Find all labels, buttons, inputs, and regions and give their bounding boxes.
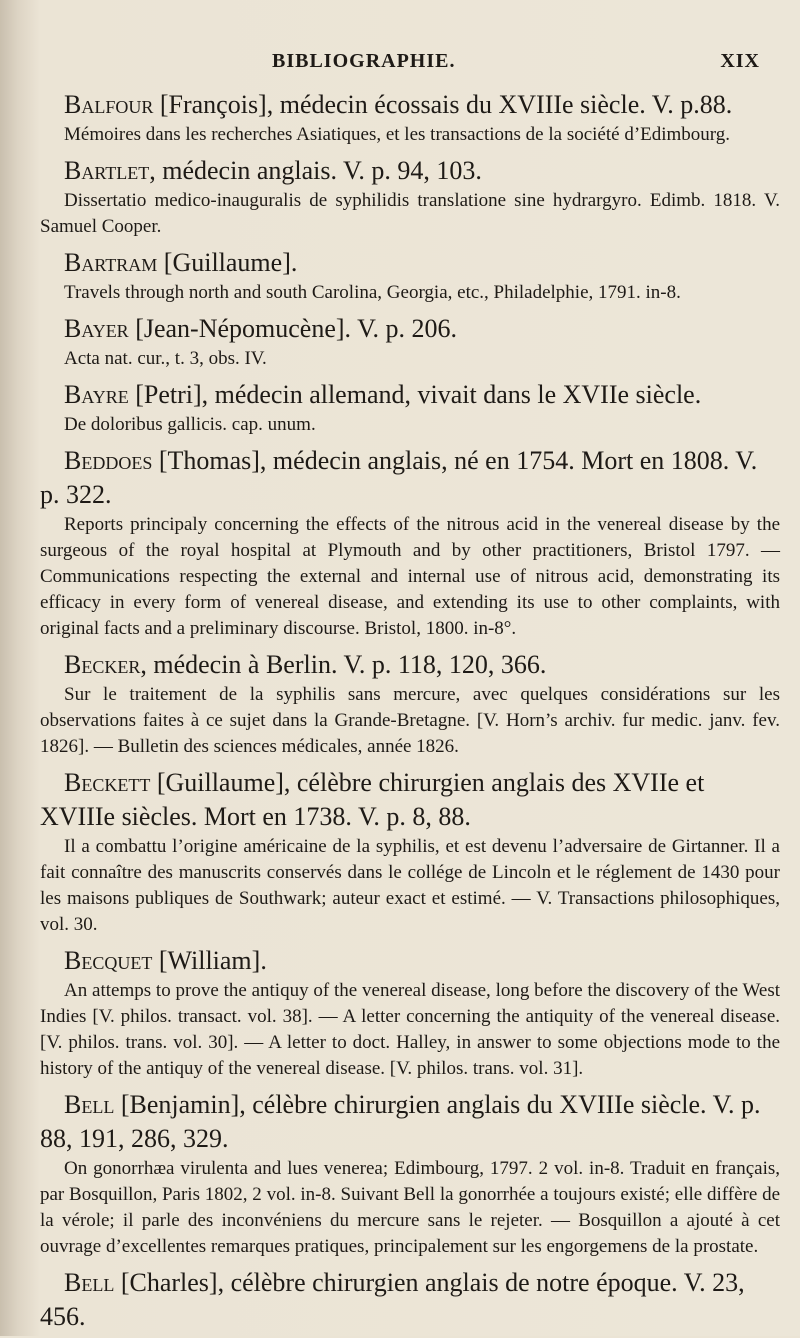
entry-becquet xyxy=(40,944,780,1082)
entry-heading xyxy=(40,1266,780,1334)
entry-body: Reports principaly concerning the effects of the nitrous acid in the venereal disease by the surgeous of the royal hospital at Plymouth and by other practitioners, Bristol 1797. — Communications respecting the external and internal use of nitrous acid, demonstrating its efficacy in every form of venereal disease, and extending its use to other complaints, with original facts and a preliminary discourse. Bristol, 1800. in-8°. xyxy=(40,514,780,639)
entry-author: Bartram xyxy=(64,248,158,277)
entry-heading-rest: [Thomas], médecin anglais, né en 1754. Mort en 1808. V. p. 322. xyxy=(40,446,758,509)
entry-heading-rest: , médecin anglais. V. p. 94, 103. xyxy=(149,156,482,185)
bibliography-entries xyxy=(40,88,780,1338)
entry-body: Travels through north and south Carolina, Georgia, etc., Philadelphie, 1791. in-8. xyxy=(64,282,681,303)
entry-body: Acta nat. cur., t. 3, obs. IV. xyxy=(64,348,267,369)
entry-heading-rest: [William]. xyxy=(152,946,267,975)
entry-body: An attemps to prove the antiquy of the venereal disease, long before the discovery of the West Indies [V. philos. transact. vol. 38]. — A letter concerning the antiquity of the venereal disease. [V. philos. trans. vol. 30]. — A letter to doct. Halley, in answer to some objections mode to the history of the antiquy of the venereal disease. [V. philos. trans. vol. 31]. xyxy=(40,980,780,1079)
entry-bell-charles xyxy=(40,1266,780,1334)
entry-author: Becker xyxy=(64,650,141,679)
entry-becker xyxy=(40,648,780,760)
entry-body: On gonorrhæa virulenta and lues venerea; Edimbourg, 1797. 2 vol. in-8. Traduit en français, par Bosquillon, Paris 1802, 2 vol. in-8. Suivant Bell la gonorrhée a toujours existé; elle diffère de la vérole; il parle des inconvéniens du mercure sans le rejeter. — Bosquillon a ajouté à cet ouvrage d’excellentes remarques pratiques, principalement sur les engorgemens de la prostate. xyxy=(40,1158,780,1257)
entry-heading xyxy=(40,246,780,280)
entry-heading xyxy=(40,444,780,512)
page-number: XIX xyxy=(720,50,760,72)
entry-beckett xyxy=(40,766,780,938)
entry-author: Beddoes xyxy=(64,446,153,475)
entry-beddoes xyxy=(40,444,780,642)
entry-body: Sur le traitement de la syphilis sans mercure, avec quelques considérations sur les observations faites à ce sujet dans la Grande-Bretagne. [V. Horn’s archiv. fur medic. janv. fev. 1826]. — Bulletin des sciences médicales, année 1826. xyxy=(40,684,780,757)
entry-heading-rest: [Guillaume]. xyxy=(157,248,298,277)
entry-balfour xyxy=(40,88,780,148)
entry-heading-rest: [Benjamin], célèbre chirurgien anglais du XVIIIe siècle. V. p. 88, 191, 286, 329. xyxy=(40,1090,761,1153)
entry-author: Bayre xyxy=(64,380,129,409)
entry-heading-rest: [Guillaume], célèbre chirurgien anglais des XVIIe et XVIIIe siècles. Mort en 1738. V. p. 8, 88. xyxy=(40,768,705,831)
entry-heading-rest: [Charles], célèbre chirurgien anglais de notre époque. V. 23, 456. xyxy=(40,1268,745,1331)
entry-bayre xyxy=(40,378,780,438)
entry-heading xyxy=(40,944,780,978)
entry-heading xyxy=(40,312,780,346)
entry-bayer xyxy=(40,312,780,372)
entry-bartlet xyxy=(40,154,780,240)
entry-heading xyxy=(40,378,780,412)
entry-heading-rest: , médecin à Berlin. V. p. 118, 120, 366. xyxy=(140,650,547,679)
entry-bartram xyxy=(40,246,780,306)
entry-body: Il a combattu l’origine américaine de la syphilis, et est devenu l’adversaire de Girtanner. Il a fait connaître des manuscrits conservés dans le collége de Lincoln et le réglement de 1430 pour les maisons publiques de Southwark; auteur exact et estimé. — V. Transactions philosophiques, vol. 30. xyxy=(40,836,780,935)
entry-heading-rest: [Petri], médecin allemand, vivait dans le XVIIe siècle. xyxy=(128,380,702,409)
entry-body: Mémoires dans les recherches Asiatiques, et les transactions de la société d’Edimbourg. xyxy=(64,124,731,145)
entry-author: Bartlet xyxy=(64,156,150,185)
header-title: BIBLIOGRAPHIE. xyxy=(272,50,456,72)
entry-heading xyxy=(40,648,780,682)
entry-author: Bell xyxy=(64,1090,115,1119)
entry-heading-rest: [Jean-Népomucène]. V. p. 206. xyxy=(128,314,457,343)
entry-heading-rest: [François], médecin écossais du XVIIIe siècle. V. p.88. xyxy=(153,90,733,119)
entry-body: Dissertatio medico-inauguralis de syphilidis translatione sine hydrargyro. Edimb. 1818. V. Samuel Cooper. xyxy=(40,190,780,237)
entry-body: De doloribus gallicis. cap. unum. xyxy=(64,414,316,435)
entry-heading xyxy=(40,1088,780,1156)
entry-heading xyxy=(40,154,780,188)
entry-heading xyxy=(40,766,780,834)
entry-author: Bell xyxy=(64,1268,115,1297)
entry-author: Balfour xyxy=(64,90,154,119)
entry-author: Becquet xyxy=(64,946,153,975)
entry-bell-benjamin xyxy=(40,1088,780,1260)
entry-author: Bayer xyxy=(64,314,129,343)
running-header xyxy=(272,50,760,80)
entry-author: Beckett xyxy=(64,768,151,797)
entry-heading xyxy=(40,88,780,122)
